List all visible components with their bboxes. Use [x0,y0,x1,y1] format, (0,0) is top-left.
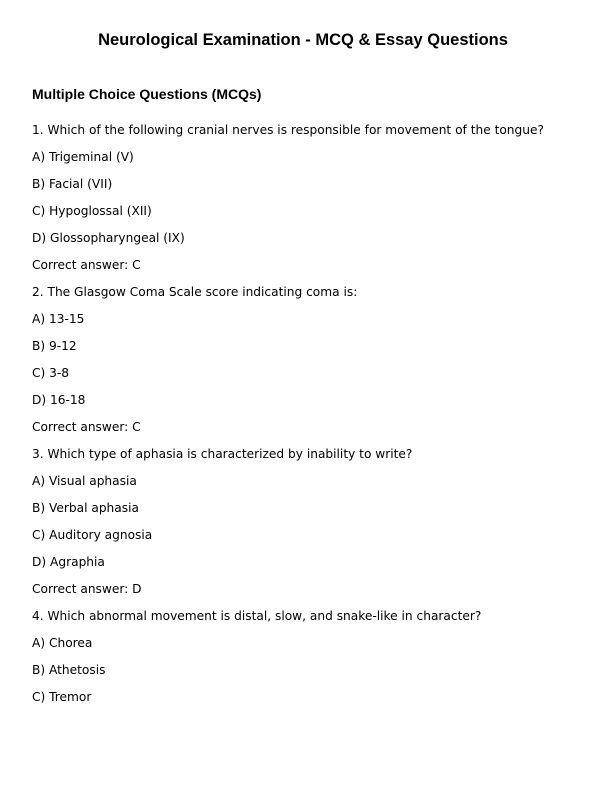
question-1 [32,122,592,273]
option-b: B) 9-12 [32,339,77,353]
option-a: A) Visual aphasia [32,474,137,488]
question-4 [32,608,592,705]
section-heading: Multiple Choice Questions (MCQs) [32,86,262,102]
question-stem: 3. Which type of aphasia is characterized by inability to write? [32,447,413,461]
question-stem: 1. Which of the following cranial nerves is responsible for movement of the tongue? [32,123,544,137]
question-2 [32,284,592,435]
question-stem: 2. The Glasgow Coma Scale score indicating coma is: [32,285,358,299]
option-a: A) Trigeminal (V) [32,150,134,164]
option-b: B) Facial (VII) [32,177,113,191]
option-c: C) Hypoglossal (XII) [32,204,152,218]
option-d: D) Glossopharyngeal (IX) [32,231,185,245]
option-c: C) 3-8 [32,366,70,380]
question-list [32,122,592,716]
option-b: B) Verbal aphasia [32,501,139,515]
option-a: A) Chorea [32,636,93,650]
correct-answer: Correct answer: D [32,582,142,596]
question-stem: 4. Which abnormal movement is distal, slow, and snake-like in character? [32,609,482,623]
option-d: D) Agraphia [32,555,105,569]
option-c: C) Tremor [32,690,92,704]
correct-answer: Correct answer: C [32,258,141,272]
correct-answer: Correct answer: C [32,420,141,434]
option-c: C) Auditory agnosia [32,528,153,542]
option-b: B) Athetosis [32,663,106,677]
option-a: A) 13-15 [32,312,85,326]
question-3 [32,446,592,597]
option-d: D) 16-18 [32,393,86,407]
page-title: Neurological Examination - MCQ & Essay Questions [98,31,508,49]
